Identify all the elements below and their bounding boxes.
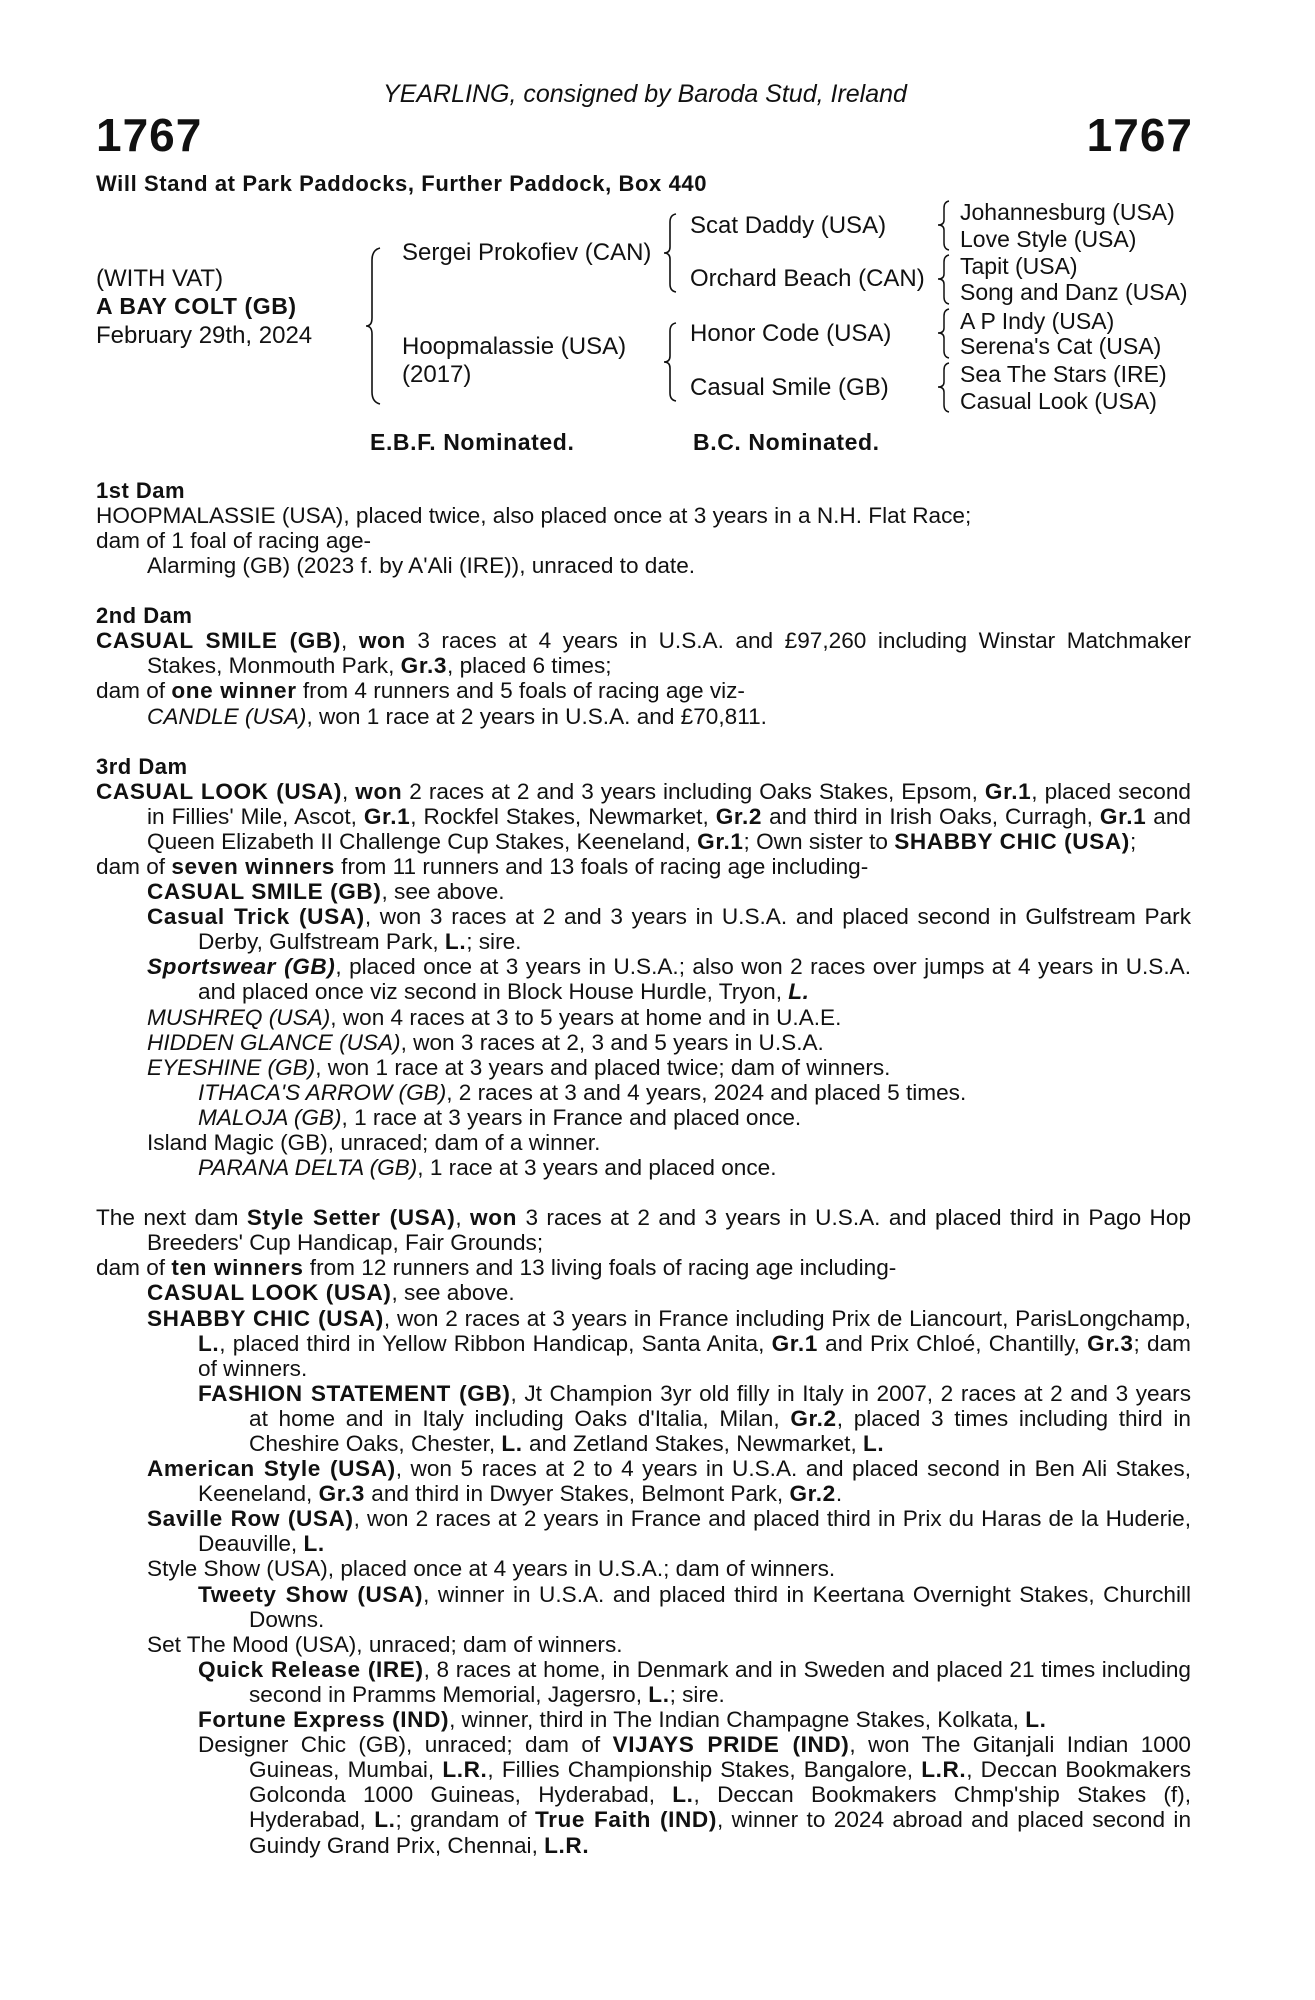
produce-entry xyxy=(96,1306,1191,1381)
entry-highlight: PARANA DELTA (GB) xyxy=(198,1155,418,1181)
entry-highlight: L. xyxy=(648,1681,670,1707)
entry-text: ; sire. xyxy=(466,929,522,955)
entry-text: , placed 6 times; xyxy=(447,653,612,679)
entry-text: from 4 runners and 5 foals of racing age viz- xyxy=(296,678,745,704)
entry-text: HOOPMALASSIE (USA), placed twice, also placed once at 3 years in a N.H. Flat Race; xyxy=(96,503,972,528)
entry-text: Style Show (USA), placed once at 4 years in U.S.A.; dam of winners. xyxy=(147,1556,836,1582)
dam-section xyxy=(96,754,1191,1181)
produce-entry xyxy=(96,1456,1191,1506)
entry-highlight: VIJAYS PRIDE (IND) xyxy=(612,1732,850,1758)
produce-entry xyxy=(96,1280,1191,1305)
entry-text: , placed second in Fillies' Mile, Ascot, xyxy=(147,778,1192,829)
entry-highlight: L. xyxy=(1025,1707,1047,1733)
produce-entry xyxy=(96,503,1191,528)
produce-entry xyxy=(96,1030,1191,1055)
produce-entry xyxy=(96,879,1191,904)
entry-text: , winner in U.S.A. and placed third in Keertana Overnight Stakes, Churchill Downs. xyxy=(249,1581,1192,1632)
entry-text: from 11 runners and 13 foals of racing age including- xyxy=(334,853,869,879)
entry-text: , won 2 races at 3 years in France including Prix de Liancourt, ParisLongchamp, xyxy=(383,1305,1192,1331)
entry-text: and Zetland Stakes, Newmarket, xyxy=(522,1431,864,1456)
entry-text: . xyxy=(835,1481,843,1507)
entry-text: ; grandam of xyxy=(395,1807,535,1833)
entry-text: , see above. xyxy=(381,879,505,905)
entry-text: , won 2 races at 2 years in France and placed third in Prix du Haras de la Huderie, Deauville, xyxy=(198,1506,1191,1557)
entry-highlight: L.R. xyxy=(442,1757,488,1783)
gen4-ancestor: Tapit (USA) xyxy=(960,253,1078,279)
entry-text: , won The Gitanjali Indian 1000 Guineas, Mumbai, xyxy=(249,1732,1191,1783)
dam-section xyxy=(96,603,1191,728)
entry-highlight: Gr.3 xyxy=(1087,1330,1134,1356)
produce-entry xyxy=(96,678,1191,703)
entry-highlight: EYESHINE (GB) xyxy=(147,1054,316,1080)
entry-highlight: L.R. xyxy=(544,1832,590,1858)
lot-number-left: 1767 xyxy=(96,109,203,161)
entry-text: , won 5 races at 2 to 4 years in U.S.A. and placed second in Ben Ali Stakes, Keeneland, xyxy=(198,1456,1191,1507)
entry-text: Set The Mood (USA), unraced; dam of winners. xyxy=(147,1631,623,1657)
dam: Hoopmalassie (USA) xyxy=(402,333,627,360)
stabling-location: Will Stand at Park Paddocks, Further Paddock, Box 440 xyxy=(96,171,708,196)
produce-entry xyxy=(96,1155,1191,1180)
entry-text: , Deccan Bookmakers Golconda 1000 Guineas, Hyderabad, xyxy=(249,1757,1191,1808)
entry-text: , see above. xyxy=(391,1280,515,1306)
entry-highlight: SHABBY CHIC (USA) xyxy=(147,1305,384,1331)
entry-highlight: Gr.2 xyxy=(715,803,763,829)
entry-highlight: L. xyxy=(788,979,810,1005)
brace-sire-line xyxy=(662,212,682,294)
section-heading: 1st Dam xyxy=(96,478,186,503)
brace-dam-line xyxy=(662,321,682,403)
gen3-dam-dam: Casual Smile (GB) xyxy=(690,374,889,401)
entry-text: , won 4 races at 3 to 5 years at home and in U.A.E. xyxy=(330,1004,842,1030)
gen3-dam-sire: Honor Code (USA) xyxy=(690,320,892,347)
gen4-ancestor: Song and Danz (USA) xyxy=(960,279,1188,305)
produce-entry xyxy=(96,1055,1191,1080)
entry-highlight: Saville Row (USA) xyxy=(147,1506,354,1532)
entry-highlight: L. xyxy=(863,1431,885,1456)
produce-entry xyxy=(96,1130,1191,1155)
entry-text: and Prix Chloé, Chantilly, xyxy=(817,1330,1088,1356)
vat-note: (WITH VAT) xyxy=(96,265,224,292)
entry-text: dam of 1 foal of racing age- xyxy=(96,528,372,554)
entry-text: , won 3 races at 2 and 3 years in U.S.A. and placed second in Gulfstream Park Derby, Gulfstream Park, xyxy=(198,904,1192,955)
entry-highlight: Casual Trick (USA) xyxy=(147,904,365,930)
produce-entry xyxy=(96,553,1191,578)
entry-text: ; xyxy=(1129,828,1137,854)
gen4-ancestor: Sea The Stars (IRE) xyxy=(960,361,1167,387)
entry-highlight: L. xyxy=(444,929,467,955)
entry-highlight: Gr.1 xyxy=(984,778,1032,804)
entry-text: , 1 race at 3 years in France and placed once. xyxy=(341,1104,802,1130)
entry-text: , xyxy=(340,628,359,654)
gen4-ancestor: Casual Look (USA) xyxy=(960,388,1157,414)
ebf-nomination: E.B.F. Nominated. xyxy=(370,429,575,455)
produce-entry xyxy=(96,704,1191,729)
entry-text: ; Own sister to xyxy=(743,828,895,854)
entry-highlight: won xyxy=(358,628,406,654)
entry-text: , won 1 race at 2 years in U.S.A. and £70,811. xyxy=(306,703,767,729)
entry-highlight: Gr.3 xyxy=(400,653,448,679)
produce-entry xyxy=(96,1632,1191,1657)
entry-highlight: Quick Release (IRE) xyxy=(198,1656,424,1682)
produce-entry xyxy=(96,1506,1191,1556)
entry-text: , xyxy=(455,1205,471,1231)
entry-text: dam of xyxy=(96,853,172,879)
entry-highlight: True Faith (IND) xyxy=(534,1807,717,1833)
entry-text: ; dam of winners. xyxy=(198,1330,1191,1381)
entry-highlight: L.R. xyxy=(921,1757,967,1783)
produce-entry xyxy=(96,1005,1191,1030)
entry-text: Designer Chic (GB), unraced; dam of xyxy=(198,1732,613,1758)
produce-entry xyxy=(96,1556,1191,1581)
dam-section xyxy=(96,478,1191,578)
entry-highlight: Gr.1 xyxy=(363,803,411,829)
entry-text: , Jt Champion 3yr old filly in Italy in 2007, 2 races at 2 and 3 years at home and in Italy including Oaks d'Italia, Milan, xyxy=(249,1380,1191,1431)
produce-entry xyxy=(96,628,1191,678)
entry-text: , winner, third in The Indian Champagne Stakes, Kolkata, xyxy=(449,1707,1026,1733)
entry-highlight: Tweety Show (USA) xyxy=(198,1581,424,1607)
entry-text: , Fillies Championship Stakes, Bangalore, xyxy=(487,1757,922,1783)
entry-highlight: SHABBY CHIC (USA) xyxy=(894,828,1130,854)
entry-text: ; sire. xyxy=(669,1681,725,1707)
entry-text: , placed third in Yellow Ribbon Handicap, Santa Anita, xyxy=(219,1330,772,1356)
entry-text: , 2 races at 3 and 4 years, 2024 and placed 5 times. xyxy=(446,1079,967,1105)
produce-entry xyxy=(96,1205,1191,1255)
entry-highlight: CASUAL LOOK (USA) xyxy=(147,1280,392,1306)
entry-text: , 1 race at 3 years and placed once. xyxy=(417,1155,777,1181)
entry-text: , Rockfel Stakes, Newmarket, xyxy=(410,803,716,829)
entry-text: 3 races at 2 and 3 years in U.S.A. and placed third in Pago Hop Breeders' Cup Handicap, Fair Grounds; xyxy=(147,1205,1192,1256)
bc-nomination: B.C. Nominated. xyxy=(693,429,880,455)
entry-text: dam of xyxy=(96,678,172,704)
entry-highlight: L. xyxy=(303,1531,325,1557)
entry-highlight: Gr.2 xyxy=(790,1405,837,1431)
gen4-ancestor: Johannesburg (USA) xyxy=(960,199,1175,225)
catalogue-body xyxy=(96,478,1191,1883)
foaling-date: February 29th, 2024 xyxy=(96,322,313,349)
entry-text: and third in Irish Oaks, Curragh, xyxy=(762,803,1100,829)
entry-highlight: CASUAL SMILE (GB) xyxy=(96,628,341,654)
horse-name: A BAY COLT (GB) xyxy=(96,293,297,319)
entry-highlight: won xyxy=(470,1205,518,1231)
dam-year: (2017) xyxy=(402,361,472,388)
brace-gen4-1 xyxy=(936,199,954,253)
brace-gen4-3 xyxy=(936,307,954,361)
entry-text: , won 3 races at 2, 3 and 5 years in U.S.A. xyxy=(400,1029,824,1055)
section-heading: 2nd Dam xyxy=(96,603,193,629)
produce-entry xyxy=(96,1582,1191,1632)
section-heading: 3rd Dam xyxy=(96,753,188,779)
gen4-ancestor: A P Indy (USA) xyxy=(960,308,1115,334)
brace-gen4-2 xyxy=(936,253,954,307)
entry-highlight: Gr.1 xyxy=(697,828,744,854)
entry-text: , Deccan Bookmakers Chmp'ship Stakes (f), Hyderabad, xyxy=(249,1782,1192,1833)
entry-text: , 8 races at home, in Denmark and in Sweden and placed 21 times including second in Pramms Memorial, Jagersro, xyxy=(249,1656,1191,1707)
entry-text: and third in Dwyer Stakes, Belmont Park, xyxy=(364,1481,790,1507)
brace-gen1 xyxy=(364,246,384,406)
entry-highlight: L. xyxy=(198,1330,220,1356)
entry-text: , placed 3 times including third in Cheshire Oaks, Chester, xyxy=(249,1405,1191,1456)
entry-text: 2 races at 2 and 3 years including Oaks Stakes, Epsom, xyxy=(402,778,985,804)
produce-entry xyxy=(96,854,1191,879)
produce-entry xyxy=(96,1707,1191,1732)
entry-highlight: FASHION STATEMENT (GB) xyxy=(198,1380,511,1406)
entry-text: Alarming (GB) (2023 f. by A'Ali (IRE)), unraced to date. xyxy=(147,553,696,579)
entry-highlight: CANDLE (USA) xyxy=(147,703,307,729)
entry-highlight: L. xyxy=(374,1807,396,1833)
gen3-sire-sire: Scat Daddy (USA) xyxy=(690,212,887,239)
sire: Sergei Prokofiev (CAN) xyxy=(402,239,652,266)
entry-highlight: MUSHREQ (USA) xyxy=(147,1004,331,1030)
entry-highlight: Gr.3 xyxy=(318,1481,365,1507)
produce-entry xyxy=(96,1657,1191,1707)
entry-text: The next dam xyxy=(96,1205,247,1231)
entry-highlight: Style Setter (USA) xyxy=(246,1205,456,1231)
dam-section xyxy=(96,1205,1191,1857)
entry-highlight: CASUAL SMILE (GB) xyxy=(147,879,382,905)
entry-text: , winner to 2024 abroad and placed second in Guindy Grand Prix, Chennai, xyxy=(249,1807,1192,1858)
produce-entry xyxy=(96,528,1191,553)
entry-text: 3 races at 4 years in U.S.A. and £97,260 including Winstar Matchmaker Stakes, Monmouth Park, xyxy=(147,628,1191,679)
produce-entry xyxy=(96,1381,1191,1456)
entry-highlight: won xyxy=(355,778,403,804)
entry-highlight: Gr.1 xyxy=(771,1330,818,1356)
gen4-ancestor: Serena's Cat (USA) xyxy=(960,333,1162,359)
entry-text: Island Magic (GB), unraced; dam of a winner. xyxy=(147,1129,601,1155)
entry-highlight: MALOJA (GB) xyxy=(198,1104,342,1130)
entry-highlight: Fortune Express (IND) xyxy=(198,1707,450,1733)
entry-highlight: seven winners xyxy=(171,853,335,879)
produce-entry xyxy=(96,1255,1191,1280)
lot-number-right: 1767 xyxy=(1086,109,1193,161)
entry-highlight: CASUAL LOOK (USA) xyxy=(96,778,342,804)
entry-highlight: one winner xyxy=(171,678,297,704)
entry-highlight: L. xyxy=(501,1431,523,1456)
gen4-ancestor: Love Style (USA) xyxy=(960,226,1137,252)
entry-highlight: ITHACA'S ARROW (GB) xyxy=(198,1079,447,1105)
entry-highlight: American Style (USA) xyxy=(147,1456,396,1482)
entry-highlight: Gr.2 xyxy=(789,1481,836,1507)
produce-entry xyxy=(96,904,1191,954)
entry-highlight: ten winners xyxy=(171,1255,304,1281)
produce-entry xyxy=(96,954,1191,1004)
entry-highlight: Sportswear (GB) xyxy=(147,954,336,980)
entry-highlight: Gr.1 xyxy=(1099,803,1147,829)
entry-text: , won 1 race at 3 years and placed twice; dam of winners. xyxy=(315,1054,891,1080)
produce-entry xyxy=(96,1080,1191,1105)
entry-text: dam of xyxy=(96,1255,172,1281)
entry-text: and Queen Elizabeth II Challenge Cup Stakes, Keeneland, xyxy=(147,803,1191,854)
sale-subtitle: YEARLING, consigned by Baroda Stud, Ireland xyxy=(383,80,907,108)
entry-text: from 12 runners and 13 living foals of racing age including- xyxy=(303,1255,897,1281)
entry-text: , placed once at 3 years in U.S.A.; also won 2 races over jumps at 4 years in U.S.A. and placed once viz second in Block House Hurdle, Tryon, xyxy=(198,954,1191,1005)
gen3-sire-dam: Orchard Beach (CAN) xyxy=(690,265,925,292)
brace-gen4-4 xyxy=(936,361,954,415)
produce-entry xyxy=(96,779,1191,854)
entry-highlight: L. xyxy=(672,1782,694,1808)
produce-entry xyxy=(96,1105,1191,1130)
entry-highlight: HIDDEN GLANCE (USA) xyxy=(147,1029,401,1055)
produce-entry xyxy=(96,1732,1191,1857)
entry-text: , xyxy=(341,778,356,804)
